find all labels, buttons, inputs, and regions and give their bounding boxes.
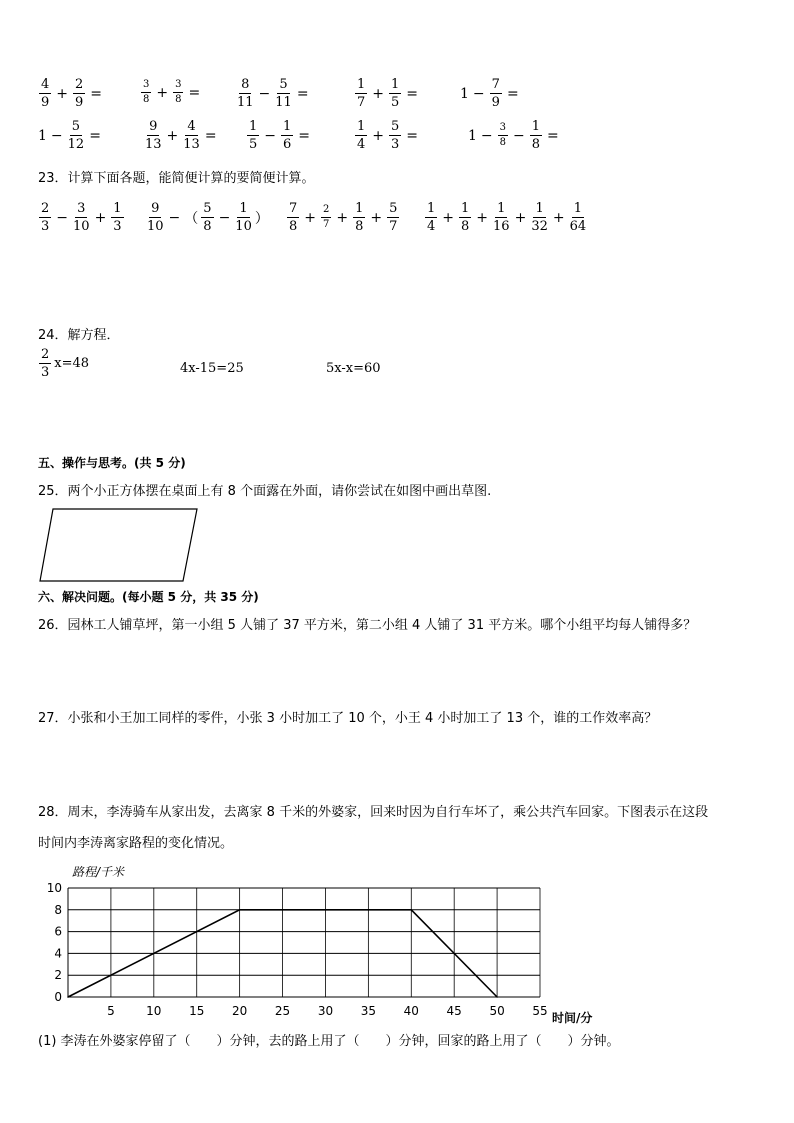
x-tick-label: 5 — [107, 1004, 115, 1018]
q24-equation-1 — [38, 348, 89, 379]
parallelogram-figure — [38, 506, 200, 584]
q26-text: 26．园林工人铺草坪，第一小组 5 人铺了 37 平方米，第二小组 4 人铺了 31 平方米。哪个小组平均每人铺得多？ — [38, 618, 697, 633]
operator: − — [218, 209, 231, 226]
row2-expr-4 — [354, 120, 420, 151]
operator: − — [168, 209, 181, 226]
denominator: 13 — [183, 137, 200, 152]
row2-expr-5 — [468, 120, 561, 151]
numerator: 5 — [389, 201, 398, 216]
numerator: 5 — [203, 201, 212, 216]
y-tick-label: 8 — [54, 902, 62, 917]
denominator: 9 — [491, 95, 500, 110]
equals: = — [406, 127, 419, 144]
numerator: 4 — [187, 119, 196, 134]
denominator: 8 — [289, 219, 298, 234]
denominator: 10 — [73, 219, 90, 234]
denominator: 8 — [461, 219, 470, 234]
operator: + — [552, 209, 565, 226]
numerator: 7 — [491, 77, 500, 92]
numerator: 1 — [239, 201, 248, 216]
operator: + — [514, 209, 527, 226]
x-tick-label: 10 — [146, 1004, 162, 1018]
denominator: 3 — [113, 219, 122, 234]
equals: = — [90, 85, 103, 102]
denominator: 4 — [427, 219, 436, 234]
numerator: 1 — [355, 201, 364, 216]
y-tick-label: 10 — [46, 881, 62, 895]
row2-expr-2 — [144, 120, 219, 151]
operator: − — [480, 127, 493, 144]
numerator: 1 — [531, 119, 541, 134]
numerator: 5 — [279, 77, 288, 92]
numerator: 2 — [41, 201, 50, 216]
whole-number: 1 — [460, 85, 469, 102]
denominator: 7 — [357, 95, 366, 110]
numerator: 9 — [149, 119, 158, 134]
denominator: 3 — [391, 137, 400, 152]
numerator: 1 — [535, 201, 544, 216]
y-axis-label: 路程/千米 — [72, 865, 125, 879]
numerator: 3 — [77, 201, 86, 216]
operator: − — [513, 127, 525, 144]
operator: + — [166, 127, 179, 144]
denominator: 5 — [249, 137, 258, 152]
numerator: 4 — [41, 77, 50, 92]
q28-text-line1: 28．周末，李涛骑车从家出发，去离家 8 千米的外婆家，回来时因为自行车坏了，乘公共汽车回家。下图表示在这段 — [38, 805, 709, 820]
section-6-heading: 六、解决问题。(每小题 5 分，共 35 分) — [38, 590, 259, 604]
operator: + — [370, 209, 383, 226]
row1-expr-5 — [460, 78, 521, 109]
q28-sub-question-1: (1) 李涛在外婆家停留了（ ）分钟，去的路上用了（ ）分钟，回家的路上用了（ ）分钟。 — [38, 1034, 620, 1049]
denominator: 10 — [235, 219, 252, 234]
numerator: 1 — [357, 119, 366, 134]
numerator: 1 — [357, 77, 366, 92]
x-tick-label: 15 — [189, 1004, 205, 1018]
denominator: 8 — [531, 137, 541, 152]
denominator: 3 — [41, 219, 50, 234]
equals: = — [204, 127, 217, 144]
numerator: 8 — [241, 77, 250, 92]
numerator: 3 — [498, 123, 508, 136]
denominator: 7 — [323, 219, 330, 230]
denominator: 11 — [275, 95, 292, 110]
operator: + — [94, 209, 107, 226]
y-tick-label: 6 — [54, 924, 62, 939]
denominator: 8 — [143, 94, 150, 105]
whole-number: 1 — [38, 127, 47, 144]
denominator: 8 — [499, 137, 507, 148]
denominator: 32 — [531, 219, 548, 234]
denominator: 13 — [145, 137, 162, 152]
q23-expr-4 — [424, 202, 587, 233]
q23-expr-2 — [146, 202, 269, 233]
left-paren: （ — [184, 210, 199, 227]
numerator: 2 — [41, 347, 50, 362]
operator: + — [336, 209, 349, 226]
y-tick-label: 0 — [54, 990, 62, 1004]
numerator: 1 — [573, 201, 582, 216]
equation-rest: x=48 — [54, 356, 90, 371]
denominator: 16 — [493, 219, 510, 234]
numerator: 1 — [427, 201, 436, 216]
numerator: 1 — [283, 119, 292, 134]
q24-equation-2: 4x-15=25 — [180, 361, 244, 376]
q25-text: 25．两个小正方体摆在桌面上有 8 个面露在外面，请你尝试在如图中画出草图. — [38, 484, 492, 499]
numerator: 9 — [151, 201, 160, 216]
operator: + — [372, 85, 385, 102]
numerator: 3 — [173, 80, 183, 93]
right-paren: ） — [254, 210, 269, 227]
denominator: 12 — [67, 137, 85, 152]
numerator: 1 — [113, 201, 122, 216]
operator: + — [372, 127, 385, 144]
denominator: 9 — [75, 95, 84, 110]
x-tick-label: 55 — [532, 1004, 548, 1018]
denominator: 3 — [41, 365, 50, 380]
q28-text-line2: 时间内李涛离家路程的变化情况。 — [38, 836, 234, 851]
operator: + — [156, 84, 169, 101]
operator: − — [472, 85, 485, 102]
operator: + — [56, 85, 69, 102]
numerator: 1 — [249, 119, 258, 134]
whole-number: 1 — [468, 127, 477, 144]
q23-title: 23．计算下面各题，能简便计算的要简便计算。 — [38, 171, 315, 186]
operator: − — [258, 85, 271, 102]
x-tick-label: 40 — [403, 1004, 419, 1018]
denominator: 8 — [203, 219, 212, 234]
denominator: 64 — [569, 219, 587, 234]
equals: = — [188, 84, 201, 101]
operator: + — [442, 209, 455, 226]
denominator: 11 — [237, 95, 254, 110]
row2-expr-3 — [246, 120, 312, 151]
numerator: 7 — [289, 201, 298, 216]
numerator: 2 — [75, 77, 84, 92]
series-point — [239, 909, 241, 911]
denominator: 9 — [41, 95, 50, 110]
q23-expr-1 — [38, 202, 125, 233]
chart-grid — [68, 888, 540, 997]
equals: = — [296, 85, 309, 102]
series-point — [496, 996, 498, 998]
row1-expr-4 — [354, 78, 420, 109]
denominator: 7 — [389, 219, 398, 234]
equals: = — [406, 85, 419, 102]
operator: − — [264, 127, 277, 144]
numerator: 1 — [497, 201, 506, 216]
equals: = — [506, 85, 519, 102]
x-tick-label: 45 — [446, 1004, 462, 1018]
row1-expr-1 — [38, 78, 104, 109]
numerator: 5 — [71, 119, 81, 134]
x-tick-label: 30 — [317, 1004, 334, 1018]
series-point — [67, 996, 69, 998]
operator: + — [304, 209, 317, 226]
numerator: 1 — [391, 77, 400, 92]
denominator: 10 — [147, 219, 164, 234]
equals: = — [89, 127, 101, 144]
q23-expr-3 — [286, 202, 400, 233]
x-tick-label: 50 — [489, 1004, 505, 1018]
q27-text: 27．小张和小王加工同样的零件，小张 3 小时加工了 10 个，小王 4 小时加工了 13 个，谁的工作效率高？ — [38, 711, 658, 726]
x-tick-label: 25 — [274, 1004, 291, 1018]
numerator: 5 — [391, 119, 400, 134]
denominator: 5 — [391, 95, 400, 110]
numerator: 1 — [461, 201, 470, 216]
operator: − — [56, 209, 69, 226]
parallelogram-shape — [40, 509, 197, 581]
denominator: 8 — [175, 94, 182, 105]
numerator: 3 — [141, 80, 151, 93]
equals: = — [298, 127, 311, 144]
x-axis-label: 时间/分 — [552, 1011, 593, 1025]
equals: = — [547, 127, 559, 144]
denominator: 4 — [357, 137, 366, 152]
operator: + — [476, 209, 489, 226]
y-tick-label: 2 — [54, 968, 62, 983]
denominator: 8 — [355, 219, 364, 234]
x-tick-label: 20 — [231, 1004, 248, 1018]
x-tick-label: 35 — [360, 1004, 377, 1018]
distance-time-chart — [30, 860, 650, 1025]
row1-expr-3 — [236, 78, 311, 109]
denominator: 6 — [283, 137, 292, 152]
q24-equation-3: 5x-x=60 — [326, 361, 381, 376]
q24-title: 24．解方程． — [38, 328, 120, 343]
y-tick-label: 4 — [54, 946, 62, 961]
row2-expr-1 — [38, 120, 103, 151]
operator: − — [50, 127, 63, 144]
numerator: 2 — [321, 205, 331, 218]
section-5-heading: 五、操作与思考。(共 5 分) — [38, 456, 186, 470]
row1-expr-2 — [140, 80, 202, 105]
series-point — [410, 909, 412, 911]
